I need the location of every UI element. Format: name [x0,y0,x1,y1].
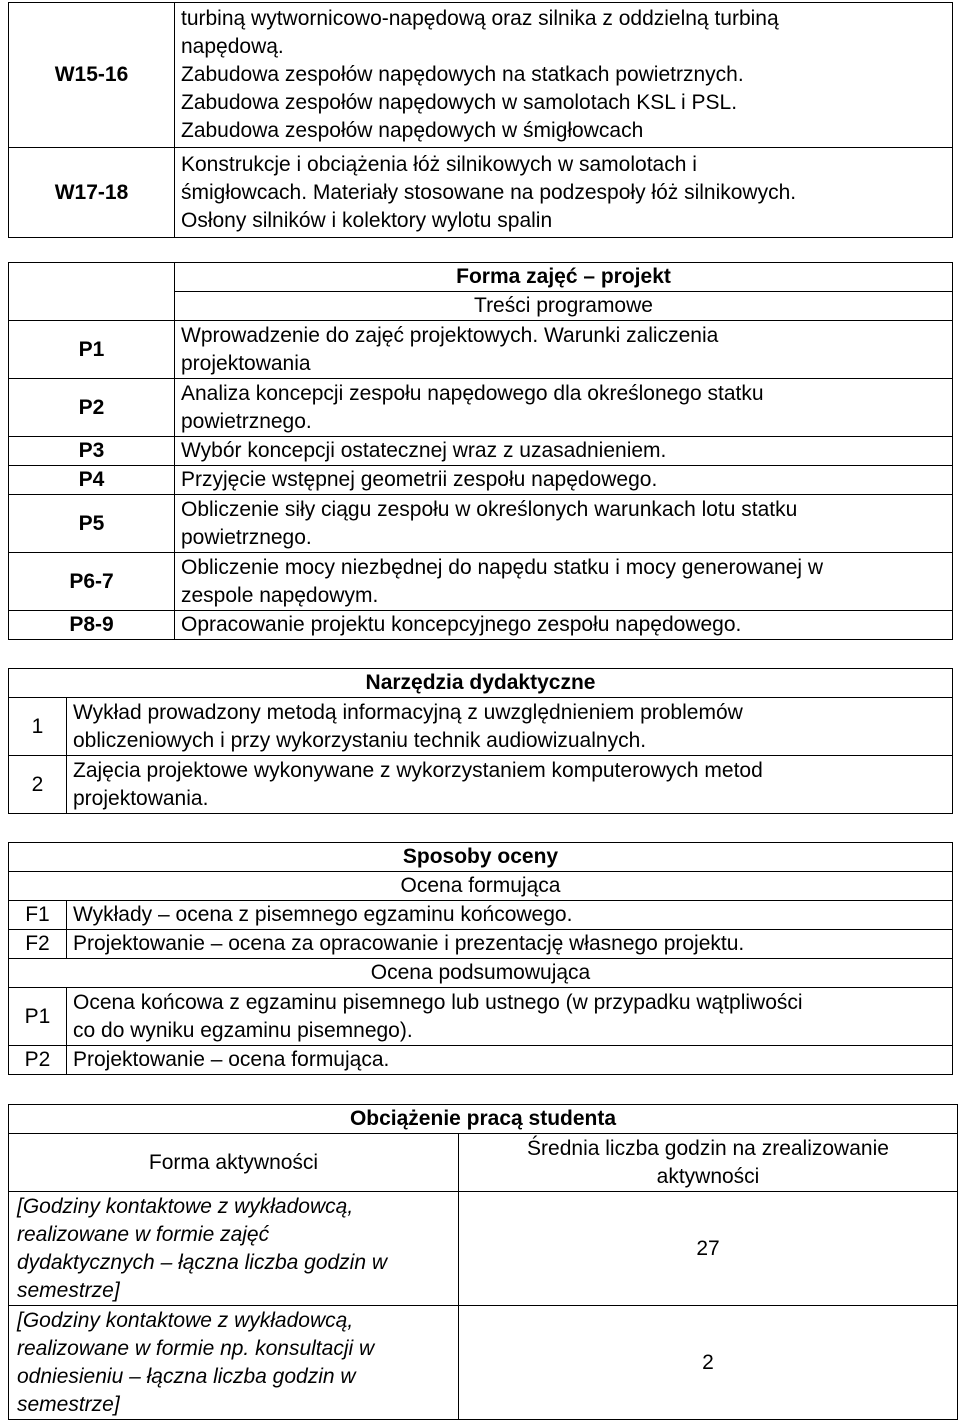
row-code: P2 [9,379,175,437]
text-line: co do wyniku egzaminu pisemnego). [73,1018,413,1042]
row-text [175,466,953,495]
text-line: realizowane w formie zajęć [17,1222,270,1246]
text-line: Średnia liczba godzin na zrealizowanie [527,1136,889,1160]
lecture-topics-table [8,2,953,238]
section-title: Forma zajęć – projekt [175,263,953,292]
text-line: dydaktycznych – łączna liczba godzin w [17,1250,388,1274]
text-line: Wybór koncepcji ostatecznej wraz z uzasadnieniem. [181,439,667,462]
text-line: projektowania. [73,786,209,810]
row-text [67,901,953,930]
text-line: powietrznego. [181,525,312,549]
table-row [9,292,953,321]
table-row [9,263,953,292]
text-line: śmigłowcach. Materiały stosowane na podzespoły łóż silnikowych. [181,180,797,204]
hours-value: 2 [459,1306,958,1420]
text-line: Opracowanie projektu koncepcyjnego zespołu napędowego. [181,613,742,636]
row-code: W15-16 [9,3,175,148]
row-code: P1 [9,988,67,1046]
table-row [9,437,953,466]
table-row [9,930,953,959]
text-line: [Godziny kontaktowe z wykładowcą, [17,1194,354,1218]
row-text [67,698,953,756]
row-code: 1 [9,698,67,756]
table-row [9,3,953,148]
text-line: Wprowadzenie do zajęć projektowych. Warunki zaliczenia [181,323,719,347]
row-code: W17-18 [9,148,175,238]
row-text [175,379,953,437]
table-row [9,379,953,437]
text-line: napędową. [181,35,284,58]
row-code: P6-7 [9,553,175,611]
text-line: Obliczenie mocy niezbędnej do napędu statku i mocy generowanej w [181,555,824,579]
table-row [9,321,953,379]
table-row [9,1134,958,1192]
column-header [459,1134,958,1192]
row-code: P4 [9,466,175,495]
row-code: P5 [9,495,175,553]
row-text [175,437,953,466]
text-line: semestrze] [17,1392,120,1416]
text-line: Wykład prowadzony metodą informacyjną z uwzględnieniem problemów [73,700,743,724]
row-code: 2 [9,756,67,814]
text-line: projektowania [181,351,311,375]
row-code: P3 [9,437,175,466]
subsection-title: Ocena podsumowująca [9,959,953,988]
text-line: Konstrukcje i obciążenia łóż silnikowych w samolotach i [181,152,697,176]
row-text [67,930,953,959]
table-row [9,1105,958,1134]
table-row [9,148,953,238]
row-text [175,3,953,148]
table-row [9,698,953,756]
text-line: aktywności [656,1164,760,1188]
text-line: powietrznego. [181,409,312,433]
row-code: F2 [9,930,67,959]
table-row [9,988,953,1046]
table-row [9,872,953,901]
text-line: Projektowanie – ocena za opracowanie i prezentację własnego projektu. [73,932,745,955]
text-line: turbiną wytwornicowo-napędową oraz silnika z oddzielną turbiną [181,7,779,30]
text-line: Zabudowa zespołów napędowych w śmigłowcach [181,119,644,142]
row-text [175,321,953,379]
table-row [9,1192,958,1306]
text-line: Zajęcia projektowe wykonywane z wykorzystaniem komputerowych metod [73,758,763,782]
table-row [9,901,953,930]
blank-cell [9,292,175,321]
activity-cell [9,1192,459,1306]
hours-value: 27 [459,1192,958,1306]
text-line: Wykłady – ocena z pisemnego egzaminu końcowego. [73,903,573,926]
text-line: Projektowanie – ocena formująca. [73,1048,390,1071]
workload-table [8,1104,958,1420]
text-line: Zabudowa zespołów napędowych w samolotach KSL i PSL. [181,91,738,114]
row-text [67,1046,953,1075]
table-row [9,611,953,640]
table-row [9,553,953,611]
table-row [9,959,953,988]
text-line: Analiza koncepcji zespołu napędowego dla określonego statku [181,381,764,405]
activity-cell [9,1306,459,1420]
section-title: Obciążenie pracą studenta [9,1105,958,1134]
didactic-tools-table [8,668,953,814]
row-code: P8-9 [9,611,175,640]
row-text [175,495,953,553]
text-line: Zabudowa zespołów napędowych na statkach powietrznych. [181,63,744,86]
text-line: [Godziny kontaktowe z wykładowcą, [17,1308,354,1332]
section-subtitle: Treści programowe [175,292,953,321]
table-row [9,466,953,495]
project-topics-table [8,262,953,640]
row-text [67,756,953,814]
table-row [9,1306,958,1420]
section-title: Narzędzia dydaktyczne [9,669,953,698]
subsection-title: Ocena formująca [9,872,953,901]
blank-cell [9,263,175,292]
row-text [67,988,953,1046]
text-line: semestrze] [17,1278,120,1302]
text-line: obliczeniowych i przy wykorzystaniu technik audiowizualnych. [73,728,647,752]
row-text [175,553,953,611]
table-row [9,669,953,698]
section-title: Sposoby oceny [9,843,953,872]
text-line: odniesieniu – łączna liczba godzin w [17,1364,356,1388]
column-header: Forma aktywności [9,1134,459,1192]
table-row [9,495,953,553]
text-line: Ocena końcowa z egzaminu pisemnego lub ustnego (w przypadku wątpliwości [73,990,803,1014]
text-line: Osłony silników i kolektory wylotu spalin [181,208,553,232]
row-code: P1 [9,321,175,379]
row-text [175,148,953,238]
text-line: zespole napędowym. [181,583,379,607]
table-row [9,843,953,872]
assessment-table [8,842,953,1075]
row-code: F1 [9,901,67,930]
text-line: realizowane w formie np. konsultacji w [17,1336,375,1360]
row-text [175,611,953,640]
table-row [9,1046,953,1075]
text-line: Przyjęcie wstępnej geometrii zespołu napędowego. [181,468,658,491]
text-line: Obliczenie siły ciągu zespołu w określonych warunkach lotu statku [181,497,798,521]
row-code: P2 [9,1046,67,1075]
table-row [9,756,953,814]
